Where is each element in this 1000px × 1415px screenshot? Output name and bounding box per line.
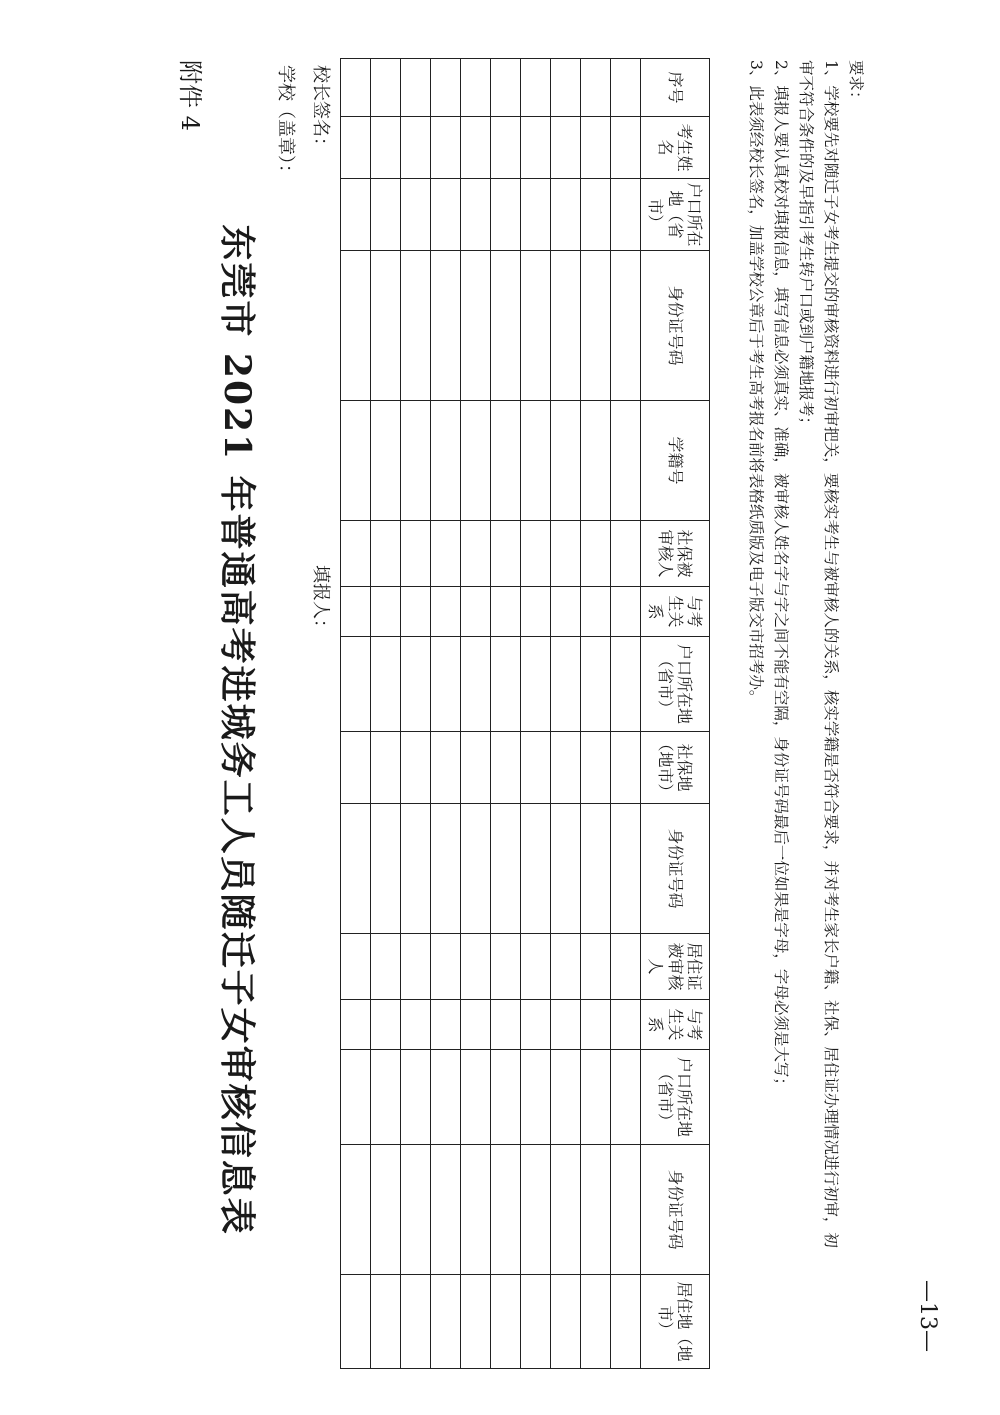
table-cell[interactable]	[371, 934, 401, 1000]
col-student-name: 考生姓名	[641, 117, 710, 179]
principal-signature-label: 校长签名：	[310, 65, 331, 155]
table-cell[interactable]	[371, 732, 401, 804]
table-row	[431, 59, 461, 1369]
table-cell[interactable]	[581, 934, 611, 1000]
table-cell[interactable]	[461, 804, 491, 934]
table-cell[interactable]	[431, 732, 461, 804]
table-cell[interactable]	[461, 934, 491, 1000]
table-cell[interactable]	[401, 1000, 431, 1050]
table-cell[interactable]	[611, 1275, 641, 1369]
col-student-household: 户口所在地（省市）	[641, 179, 710, 251]
table-cell[interactable]	[401, 934, 431, 1000]
table-cell[interactable]	[371, 1145, 401, 1275]
table-cell[interactable]	[521, 732, 551, 804]
table-cell[interactable]	[521, 1050, 551, 1145]
table-cell[interactable]	[491, 59, 521, 117]
table-cell[interactable]	[551, 804, 581, 934]
table-cell[interactable]	[371, 804, 401, 934]
table-cell[interactable]	[581, 637, 611, 732]
table-cell[interactable]	[521, 401, 551, 521]
table-cell[interactable]	[341, 179, 371, 251]
table-cell[interactable]	[551, 117, 581, 179]
table-cell[interactable]	[431, 59, 461, 117]
table-cell[interactable]	[491, 934, 521, 1000]
table-cell[interactable]	[611, 117, 641, 179]
table-cell[interactable]	[461, 732, 491, 804]
table-cell[interactable]	[611, 1000, 641, 1050]
table-cell[interactable]	[371, 1000, 401, 1050]
table-cell[interactable]	[491, 637, 521, 732]
table-cell[interactable]	[581, 804, 611, 934]
table-cell[interactable]	[371, 179, 401, 251]
table-cell[interactable]	[521, 637, 551, 732]
table-cell[interactable]	[551, 1275, 581, 1369]
col-rp-relationship: 与考生关系	[641, 1000, 710, 1050]
table-cell[interactable]	[401, 521, 431, 587]
note-item: 1、学校要先对随迁子女考生提交的审核资料进行初审把关，要核实考生与被审核人的关系，核实学籍是否符合要求，并对考生家长户籍、社保、居住证办理情况进行初审，初	[822, 60, 840, 1248]
table-cell[interactable]	[431, 179, 461, 251]
table-cell[interactable]	[521, 521, 551, 587]
table-cell[interactable]	[341, 637, 371, 732]
table-cell[interactable]	[551, 1050, 581, 1145]
table-cell[interactable]	[551, 934, 581, 1000]
table-cell[interactable]	[551, 521, 581, 587]
table-cell[interactable]	[371, 117, 401, 179]
col-student-registry-number: 学籍号	[641, 401, 710, 521]
note-item: 审不符合条件的及早指引考生转户口或到户籍地报考；	[797, 60, 815, 433]
table-cell[interactable]	[401, 251, 431, 401]
col-rp-id-number: 身份证号码	[641, 1145, 710, 1275]
review-info-table	[340, 58, 710, 1369]
table-cell[interactable]	[461, 587, 491, 637]
table-cell[interactable]	[551, 1145, 581, 1275]
table-cell[interactable]	[551, 401, 581, 521]
table-cell[interactable]	[611, 1145, 641, 1275]
table-cell[interactable]	[551, 637, 581, 732]
table-row	[581, 59, 611, 1369]
table-cell[interactable]	[461, 521, 491, 587]
table-cell[interactable]	[401, 179, 431, 251]
table-cell[interactable]	[431, 1000, 461, 1050]
table-row	[371, 59, 401, 1369]
table-cell[interactable]	[461, 59, 491, 117]
table-cell[interactable]	[401, 59, 431, 117]
table-cell[interactable]	[521, 1000, 551, 1050]
table-cell[interactable]	[401, 1050, 431, 1145]
table-row	[401, 59, 431, 1369]
table-cell[interactable]	[611, 59, 641, 117]
school-stamp-label: 学校（盖章）：	[275, 65, 296, 182]
table-cell[interactable]	[461, 1000, 491, 1050]
col-rp-household: 户口所在地（省市）	[641, 1050, 710, 1145]
table-row	[461, 59, 491, 1369]
table-cell[interactable]	[521, 179, 551, 251]
table-cell[interactable]	[581, 1050, 611, 1145]
table-cell[interactable]	[491, 1275, 521, 1369]
table-cell[interactable]	[371, 1275, 401, 1369]
table-cell[interactable]	[431, 521, 461, 587]
table-row	[341, 59, 371, 1369]
table-cell[interactable]	[401, 804, 431, 934]
table-cell[interactable]	[341, 1275, 371, 1369]
page-number: —13—	[915, 1280, 940, 1352]
table-cell[interactable]	[341, 401, 371, 521]
table-cell[interactable]	[431, 1050, 461, 1145]
table-cell[interactable]	[611, 401, 641, 521]
table-cell[interactable]	[611, 587, 641, 637]
table-cell[interactable]	[611, 1050, 641, 1145]
table-cell[interactable]	[461, 179, 491, 251]
requirements-notes	[743, 60, 868, 1380]
table-cell[interactable]	[581, 1275, 611, 1369]
table-cell[interactable]	[371, 587, 401, 637]
table-cell[interactable]	[491, 179, 521, 251]
table-cell[interactable]	[341, 732, 371, 804]
table-cell[interactable]	[341, 1145, 371, 1275]
table-cell[interactable]	[581, 1145, 611, 1275]
col-ss-household: 户口所在地（省市）	[641, 637, 710, 732]
table-row	[521, 59, 551, 1369]
table-cell[interactable]	[491, 732, 521, 804]
table-cell[interactable]	[491, 117, 521, 179]
table-cell[interactable]	[551, 1000, 581, 1050]
table-cell[interactable]	[371, 521, 401, 587]
table-cell[interactable]	[521, 59, 551, 117]
table-cell[interactable]	[341, 1000, 371, 1050]
table-cell[interactable]	[581, 401, 611, 521]
table-cell[interactable]	[461, 401, 491, 521]
table-cell[interactable]	[371, 59, 401, 117]
table-cell[interactable]	[491, 1000, 521, 1050]
table-cell[interactable]	[461, 637, 491, 732]
col-ss-location: 社保地（地市）	[641, 732, 710, 804]
table-cell[interactable]	[581, 59, 611, 117]
table-cell[interactable]	[341, 59, 371, 117]
table-cell[interactable]	[581, 732, 611, 804]
col-ss-relationship: 与考生关系	[641, 587, 710, 637]
table-cell[interactable]	[521, 1275, 551, 1369]
table-cell[interactable]	[581, 1000, 611, 1050]
table-cell[interactable]	[611, 732, 641, 804]
table-cell[interactable]	[371, 637, 401, 732]
table-cell[interactable]	[401, 637, 431, 732]
note-item: 3、此表须经校长签名，加盖学校公章后于考生高考报名前将表格纸质版及电子版交市招考办。	[747, 60, 765, 706]
table-cell[interactable]	[371, 251, 401, 401]
table-cell[interactable]	[341, 1050, 371, 1145]
table-cell[interactable]	[401, 117, 431, 179]
table-cell[interactable]	[431, 637, 461, 732]
col-residence-permit-reviewee: 居住证被审核人	[641, 934, 710, 1000]
table-cell[interactable]	[491, 521, 521, 587]
table-cell[interactable]	[431, 804, 461, 934]
table-cell[interactable]	[431, 1275, 461, 1369]
table-cell[interactable]	[521, 117, 551, 179]
table-cell[interactable]	[521, 934, 551, 1000]
note-item: 2、填报人要认真校对填报信息，填写信息必须真实、准确，被审核人姓名字与字之间不能有空隔，身份证号码最后一位如果是字母，字母必须是大写；	[772, 60, 790, 1093]
table-cell[interactable]	[551, 251, 581, 401]
table-body	[341, 59, 641, 1369]
table-cell[interactable]	[401, 587, 431, 637]
table-cell[interactable]	[431, 401, 461, 521]
table-cell[interactable]	[431, 251, 461, 401]
table-cell[interactable]	[611, 637, 641, 732]
filler-label: 填报人：	[310, 565, 331, 637]
table-cell[interactable]	[461, 1275, 491, 1369]
table-cell[interactable]	[461, 1050, 491, 1145]
table-cell[interactable]	[341, 804, 371, 934]
table-cell[interactable]	[521, 804, 551, 934]
table-cell[interactable]	[551, 179, 581, 251]
table-cell[interactable]	[611, 521, 641, 587]
table-cell[interactable]	[431, 587, 461, 637]
table-cell[interactable]	[341, 251, 371, 401]
table-cell[interactable]	[581, 251, 611, 401]
table-cell[interactable]	[611, 251, 641, 401]
table-cell[interactable]	[551, 59, 581, 117]
table-cell[interactable]	[461, 117, 491, 179]
table-cell[interactable]	[491, 1050, 521, 1145]
table-cell[interactable]	[551, 732, 581, 804]
notes-heading: 要求：	[847, 60, 865, 107]
col-serial-number: 序号	[641, 59, 710, 117]
table-cell[interactable]	[401, 401, 431, 521]
table-cell[interactable]	[461, 251, 491, 401]
table-cell[interactable]	[341, 587, 371, 637]
table-row	[491, 59, 521, 1369]
table-cell[interactable]	[341, 934, 371, 1000]
col-ss-id-number: 身份证号码	[641, 804, 710, 934]
table-cell[interactable]	[581, 117, 611, 179]
col-residence-location: 居住地（地市）	[641, 1275, 710, 1369]
table-cell[interactable]	[581, 179, 611, 251]
table-cell[interactable]	[521, 1145, 551, 1275]
table-cell[interactable]	[431, 1145, 461, 1275]
table-cell[interactable]	[611, 804, 641, 934]
table-cell[interactable]	[521, 251, 551, 401]
table-cell[interactable]	[491, 1145, 521, 1275]
table-cell[interactable]	[491, 251, 521, 401]
table-cell[interactable]	[551, 587, 581, 637]
table-cell[interactable]	[371, 401, 401, 521]
table-cell[interactable]	[401, 732, 431, 804]
table-cell[interactable]	[431, 934, 461, 1000]
table-cell[interactable]	[401, 1145, 431, 1275]
table-cell[interactable]	[341, 117, 371, 179]
table-cell[interactable]	[371, 1050, 401, 1145]
table-header-row	[641, 59, 710, 1369]
table-cell[interactable]	[491, 804, 521, 934]
table-cell[interactable]	[611, 179, 641, 251]
table-cell[interactable]	[491, 401, 521, 521]
table-cell[interactable]	[521, 587, 551, 637]
table-cell[interactable]	[431, 117, 461, 179]
table-row	[611, 59, 641, 1369]
table-cell[interactable]	[341, 521, 371, 587]
table-cell[interactable]	[491, 587, 521, 637]
col-social-security-reviewee: 社保被审核人	[641, 521, 710, 587]
table-cell[interactable]	[581, 521, 611, 587]
page-title: 东莞市 2021 年普通高考进城务工人员随迁子女审核信息表	[216, 224, 258, 1236]
table-cell[interactable]	[611, 934, 641, 1000]
table-cell[interactable]	[581, 587, 611, 637]
col-student-id-number: 身份证号码	[641, 251, 710, 401]
table-cell[interactable]	[401, 1275, 431, 1369]
annex-label: 附件 4	[176, 60, 204, 131]
table-cell[interactable]	[461, 1145, 491, 1275]
table-row	[551, 59, 581, 1369]
